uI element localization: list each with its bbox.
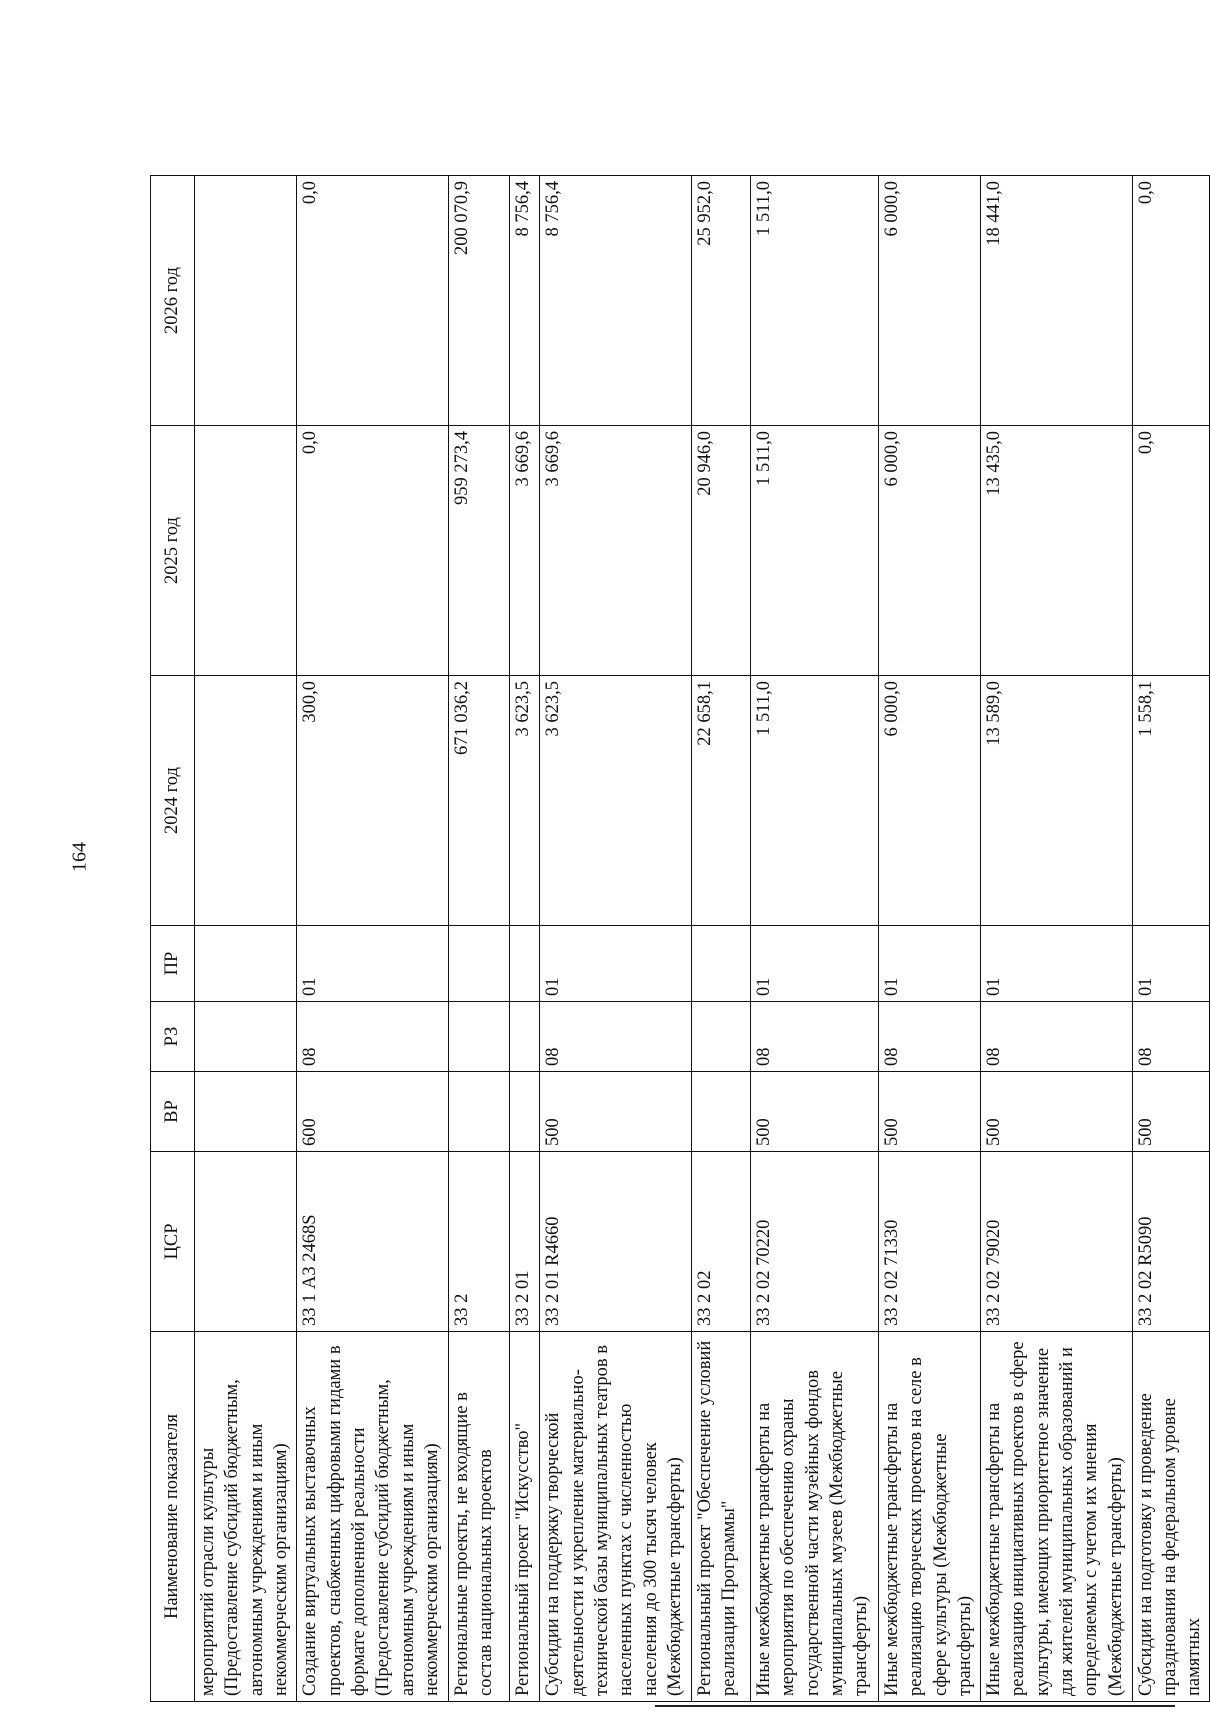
table-row [750,176,878,1702]
table-header-row [151,176,195,1702]
table-row [691,176,750,1702]
row-rz [195,1002,297,1072]
row-pr [195,926,297,1002]
row-csr: 33 2 01 [509,1152,539,1332]
table-row [509,176,539,1702]
header-vr: ВР [151,1072,195,1152]
header-rz: РЗ [151,1002,195,1072]
row-csr: 33 2 02 79020 [980,1152,1132,1332]
row-2025: 3 669,6 [540,426,692,676]
row-pr: 01 [540,926,692,1002]
row-2026: 6 000,0 [878,176,980,426]
row-2026: 8 756,4 [509,176,539,426]
row-rz [509,1002,539,1072]
budget-table [150,175,1210,1702]
row-csr [195,1152,297,1332]
row-csr: 33 2 [448,1152,509,1332]
row-2024: 13 589,0 [980,676,1132,926]
row-2024: 300,0 [297,676,449,926]
row-pr: 01 [878,926,980,1002]
row-vr: 500 [878,1072,980,1152]
table-row [448,176,509,1702]
row-name: Создание виртуальных выставочных проектов, снабженных цифровыми гидами в формате дополненной реальности (Предоставление субсидий бюджетным, автономным учреждениям и иным некоммерческим организациям) [297,1332,449,1702]
row-csr: 33 2 02 70220 [750,1152,878,1332]
header-2025: 2025 год [151,426,195,676]
row-csr: 33 2 02 71330 [878,1152,980,1332]
row-2025: 1 511,0 [750,426,878,676]
table-row [1132,176,1209,1702]
row-2026 [195,176,297,426]
row-rz: 08 [1132,1002,1209,1072]
row-2024: 3 623,5 [509,676,539,926]
row-2026: 18 441,0 [980,176,1132,426]
row-vr: 500 [1132,1072,1209,1152]
row-rz: 08 [750,1002,878,1072]
row-2025: 0,0 [1132,426,1209,676]
row-2024: 6 000,0 [878,676,980,926]
row-vr [509,1072,539,1152]
row-pr: 01 [1132,926,1209,1002]
row-name: Иные межбюджетные трансферты на мероприятия по обеспечению охраны государственной части музейных фондов муниципальных музеев (Межбюджетные трансферты) [750,1332,878,1702]
row-csr: 33 2 01 R4660 [540,1152,692,1332]
row-2024: 1 511,0 [750,676,878,926]
row-name: мероприятий отрасли культуры (Предоставление субсидий бюджетным, автономным учреждениям и иным некоммерческим организациям) [195,1332,297,1702]
row-rz: 08 [980,1002,1132,1072]
row-rz: 08 [878,1002,980,1072]
row-name: Региональный проект "Искусство" [509,1332,539,1702]
row-vr: 500 [540,1072,692,1152]
row-2025: 20 946,0 [691,426,750,676]
row-rz [448,1002,509,1072]
row-2025: 3 669,6 [509,426,539,676]
row-name: Субсидии на поддержку творческой деятельности и укрепление материально-технической базы муниципальных театров в населенных пунктах с численностью населения до 300 тысяч человек (Межбюджетные трансферты) [540,1332,692,1702]
row-2026: 8 756,4 [540,176,692,426]
row-csr: 33 1 А3 2468S [297,1152,449,1332]
page-number: 164 [68,842,91,872]
row-pr: 01 [750,926,878,1002]
row-2024 [195,676,297,926]
row-2026: 200 070,9 [448,176,509,426]
row-2025: 959 273,4 [448,426,509,676]
row-2026: 1 511,0 [750,176,878,426]
row-vr [195,1072,297,1152]
budget-table-container [150,176,1210,1702]
row-csr: 33 2 02 R5090 [1132,1152,1209,1332]
row-2024: 1 558,1 [1132,676,1209,926]
row-2025: 0,0 [297,426,449,676]
row-2025: 6 000,0 [878,426,980,676]
row-pr: 01 [980,926,1132,1002]
row-vr: 600 [297,1072,449,1152]
row-pr: 01 [297,926,449,1002]
row-rz: 08 [540,1002,692,1072]
header-2024: 2024 год [151,676,195,926]
row-2025: 13 435,0 [980,426,1132,676]
header-name: Наименование показателя [151,1332,195,1702]
row-name: Иные межбюджетные трансферты на реализацию творческих проектов на селе в сфере культуры (Межбюджетные трансферты) [878,1332,980,1702]
table-row [297,176,449,1702]
row-2024: 22 658,1 [691,676,750,926]
row-name: Региональный проект "Обеспечение условий реализации Программы" [691,1332,750,1702]
header-2026: 2026 год [151,176,195,426]
row-vr [691,1072,750,1152]
row-rz [691,1002,750,1072]
table-row [195,176,297,1702]
header-pr: ПР [151,926,195,1002]
row-2026: 0,0 [297,176,449,426]
row-2024: 3 623,5 [540,676,692,926]
row-name: Иные межбюджетные трансферты на реализацию инициативных проектов в сфере культуры, имеющих приоритетное значение для жителей муниципальных образований и определяемых с учетом их мнения (Межбюджетные трансферты) [980,1332,1132,1702]
row-pr [691,926,750,1002]
row-vr [448,1072,509,1152]
row-rz: 08 [297,1002,449,1072]
row-2024: 671 036,2 [448,676,509,926]
table-row [540,176,692,1702]
row-vr: 500 [750,1072,878,1152]
row-pr [509,926,539,1002]
row-csr: 33 2 02 [691,1152,750,1332]
table-row [980,176,1132,1702]
table-row [878,176,980,1702]
row-name: Субсидии на подготовку и проведение празднования на федеральном уровне памятных [1132,1332,1209,1702]
row-2026: 0,0 [1132,176,1209,426]
row-2026: 25 952,0 [691,176,750,426]
header-csr: ЦСР [151,1152,195,1332]
row-2025 [195,426,297,676]
row-pr [448,926,509,1002]
row-name: Региональные проекты, не входящие в состав национальных проектов [448,1332,509,1702]
row-vr: 500 [980,1072,1132,1152]
scan-edge-line [655,1705,1175,1707]
